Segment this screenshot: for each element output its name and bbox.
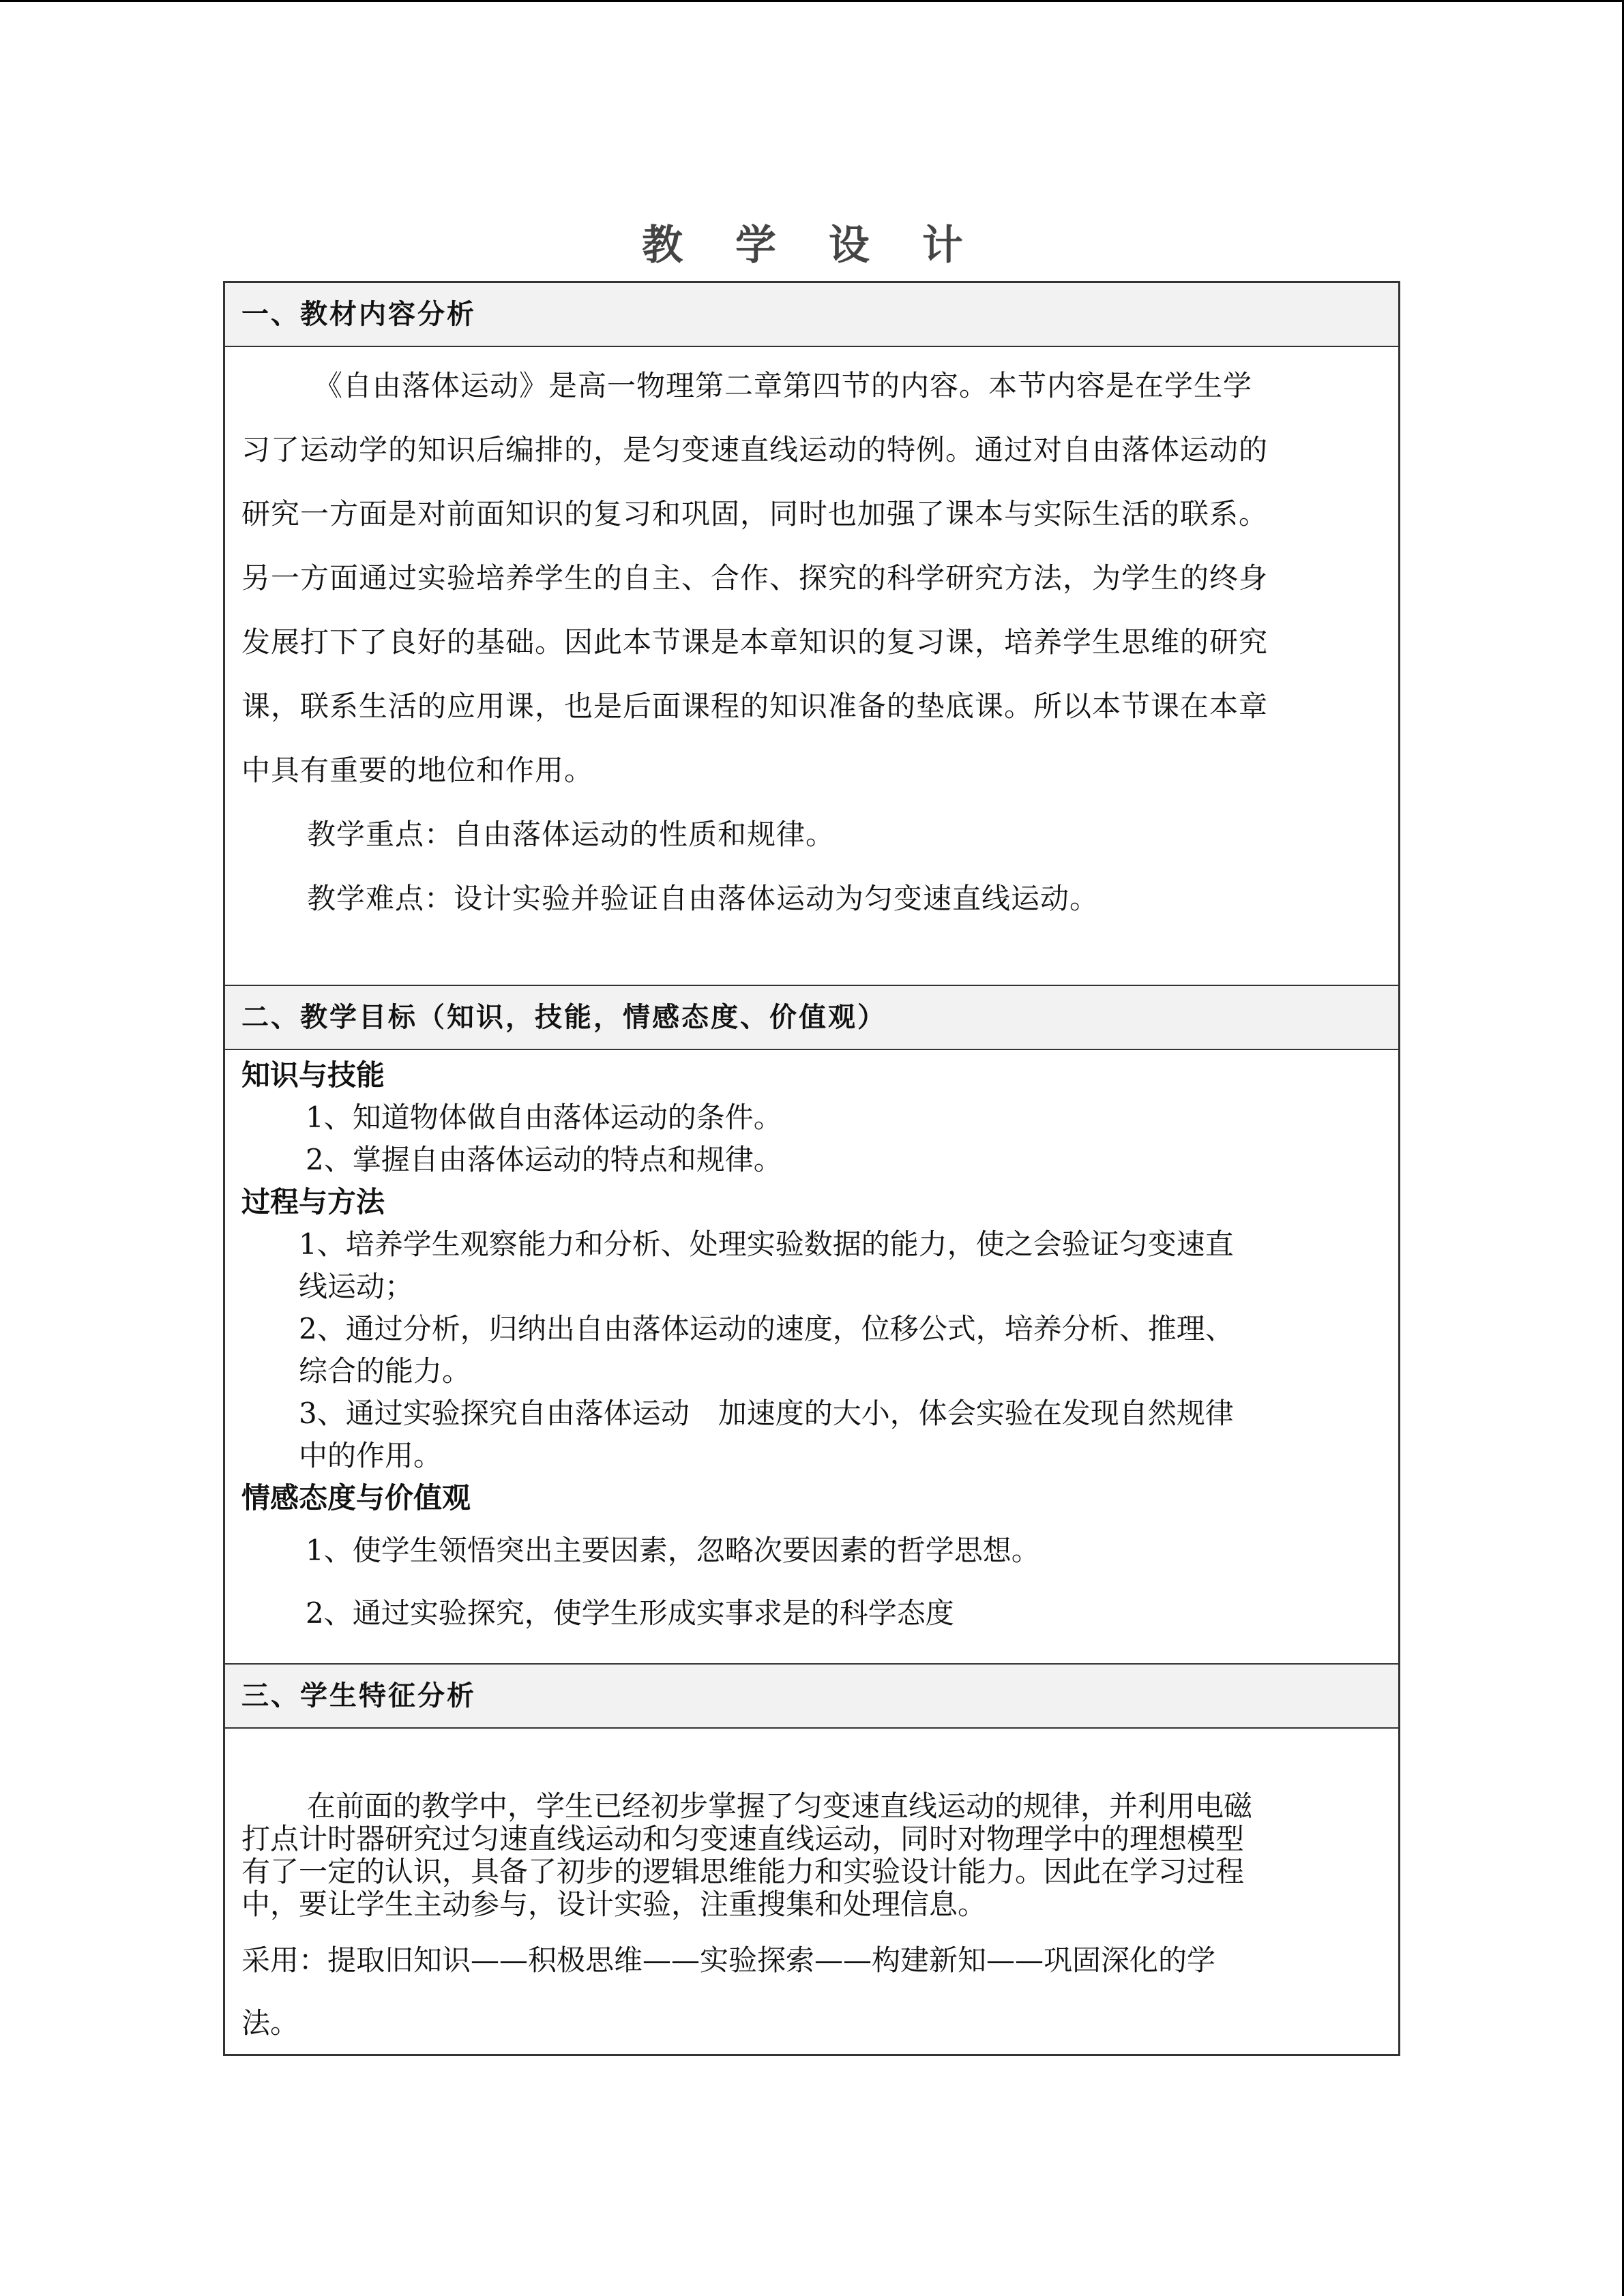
section-header-student-analysis: 三、学生特征分析	[225, 1665, 1398, 1729]
goal-item: 2、掌握自由落体运动的特点和规律。	[306, 1143, 782, 1176]
goal-item: 1、使学生领悟突出主要因素，忽略次要因素的哲学思想。	[306, 1534, 1040, 1567]
goal-item: 1、知道物体做自由落体运动的条件。	[306, 1101, 782, 1134]
paragraph-line: 打点计时器研究过匀速直线运动和匀变速直线运动，同时对物理学中的理想模型	[241, 1822, 1245, 1855]
subheading-emotion-values: 情感态度与价值观	[241, 1481, 471, 1515]
subheading-knowledge-skills: 知识与技能	[241, 1058, 385, 1092]
section-header-teaching-goals: 二、教学目标（知识，技能，情感态度、价值观）	[225, 986, 1398, 1050]
page-top-rule	[0, 0, 1624, 2]
paragraph-line: 发展打下了良好的基础。因此本节课是本章知识的复习课，培养学生思维的研究	[241, 625, 1269, 659]
section-body-student-analysis	[225, 1729, 1398, 2054]
section-body-material-analysis	[225, 347, 1398, 986]
lesson-design-table	[223, 281, 1400, 2056]
document-title: 教 学 设 计	[642, 222, 982, 269]
goal-item-continuation: 中的作用。	[299, 1439, 443, 1472]
paragraph-line: 另一方面通过实验培养学生的自主、合作、探究的科学研究方法，为学生的终身	[241, 561, 1269, 595]
paragraph-line: 课，联系生活的应用课，也是后面课程的知识准备的垫底课。所以本节课在本章	[241, 689, 1269, 723]
section-body-teaching-goals	[225, 1050, 1398, 1665]
subheading-process-methods: 过程与方法	[241, 1185, 385, 1219]
goal-item-continuation: 线运动；	[299, 1270, 414, 1303]
goal-item: 1、培养学生观察能力和分析、处理实验数据的能力，使之会验证匀变速直	[299, 1227, 1234, 1261]
goal-item: 2、通过分析，归纳出自由落体运动的速度，位移公式，培养分析、推理、	[299, 1312, 1234, 1345]
paragraph-line: 在前面的教学中，学生已经初步掌握了匀变速直线运动的规律，并利用电磁	[307, 1789, 1253, 1823]
paragraph-line: 中，要让学生主动参与，设计实验，注重搜集和处理信息。	[241, 1888, 987, 1921]
paragraph-line: 中具有重要的地位和作用。	[241, 754, 594, 787]
section-header-material-analysis: 一、教材内容分析	[225, 283, 1398, 347]
paragraph-line: 研究一方面是对前面知识的复习和巩固，同时也加强了课本与实际生活的联系。	[241, 497, 1269, 531]
learning-method-line: 法。	[241, 2006, 299, 2040]
learning-method-line: 采用：提取旧知识——积极思维——实验探索——构建新知——巩固深化的学	[241, 1943, 1216, 1977]
paragraph-line: 习了运动学的知识后编排的，是匀变速直线运动的特例。通过对自由落体运动的	[241, 433, 1269, 466]
goal-item-continuation: 综合的能力。	[299, 1354, 471, 1388]
goal-item: 2、通过实验探究，使学生形成实事求是的科学态度	[306, 1596, 954, 1630]
paragraph-line: 《自由落体运动》是高一物理第二章第四节的内容。本节内容是在学生学	[314, 369, 1253, 402]
paragraph-line: 有了一定的认识，具备了初步的逻辑思维能力和实验设计能力。因此在学习过程	[241, 1855, 1245, 1888]
teaching-difficult-point: 教学难点：设计实验并验证自由落体运动为匀变速直线运动。	[307, 882, 1099, 915]
teaching-key-point: 教学重点：自由落体运动的性质和规律。	[307, 818, 836, 851]
goal-item: 3、通过实验探究自由落体运动 加速度的大小，体会实验在发现自然规律	[299, 1397, 1234, 1430]
